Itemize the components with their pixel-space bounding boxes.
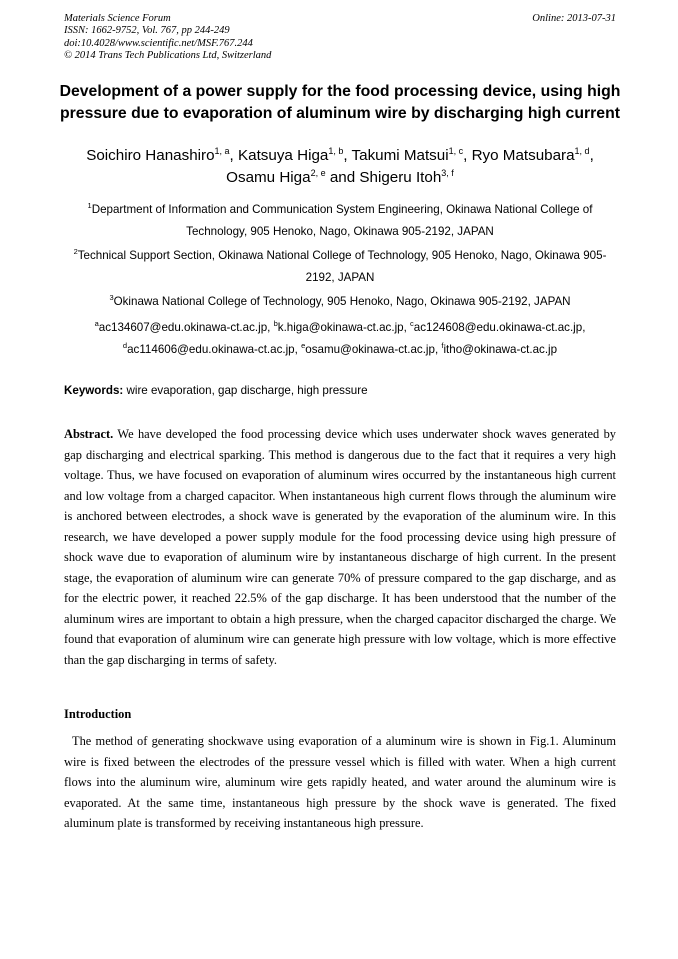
affiliation-text: Department of Information and Communication System Engineering, Okinawa National College of Technology, 905 Henoko, Nago, Okinawa 905-2192, JAPAN <box>91 203 593 238</box>
email-mark: b <box>273 319 278 328</box>
author-name: Osamu Higa <box>226 169 311 186</box>
email-mark: a <box>94 319 99 328</box>
issn-line: ISSN: 1662-9752, Vol. 767, pp 244-249 <box>64 25 230 37</box>
author-affiliation-mark: 1, d <box>574 146 590 156</box>
affiliation-2 <box>64 245 616 289</box>
author-separator: , <box>463 147 472 164</box>
journal-name: Materials Science Forum <box>64 13 171 24</box>
keywords-text: wire evaporation, gap discharge, high pressure <box>123 384 368 397</box>
author-list <box>56 145 624 189</box>
affiliation-mark: 3 <box>109 293 114 302</box>
author-name: Katsuya Higa <box>238 147 329 164</box>
keywords <box>64 381 616 401</box>
section-heading-introduction: Introduction <box>64 707 132 721</box>
affiliation-mark: 2 <box>73 247 78 256</box>
abstract <box>64 424 616 671</box>
email-address: ac124608@edu.okinawa-ct.ac.jp, <box>413 321 586 334</box>
author-name: Ryo Matsubara <box>471 147 575 164</box>
journal-header <box>64 13 616 63</box>
author-emails <box>64 317 616 361</box>
copyright-line: © 2014 Trans Tech Publications Ltd, Switzerland <box>64 50 272 62</box>
abstract-text: We have developed the food processing device which uses underwater shock waves generated by gap discharging and electrical sparking. This method is dangerous due to the fact that it requires a very high voltage. Thus, we have focused on evaporation of aluminum wires occurred by the instantaneous high current and low voltage from a charged capacitor. When instantaneous high current flows through the aluminum wire is anchored between electrodes, a shock wave is generated by the evaporation of the aluminum wire. In this research, we have developed a power supply module for the food processing device using high pressure of shock wave due to evaporation of aluminum wire by instantaneous discharge of high current. In the present stage, the evaporation of aluminum wire can generate 70% of pressure compared to the gap discharge, and as for the electric power, it reached 22.5% of the gap discharge. It has been understood that the number of the aluminum wires are important to obtain a high pressure, when the charged capacitor discharged the charge. We found that evaporation of aluminum wire can generate high pressure with low voltage, which is more effective than the gap discharging in terms of safety. <box>64 427 616 668</box>
author-affiliation-mark: 2, e <box>310 168 326 178</box>
author-name: Soichiro Hanashiro <box>86 147 215 164</box>
email-mark: f <box>441 341 444 350</box>
email-mark: d <box>122 341 128 350</box>
abstract-label: Abstract. <box>64 427 114 441</box>
affiliation-text: Okinawa National College of Technology, 905 Henoko, Nago, Okinawa 905-2192, JAPAN <box>113 295 571 308</box>
email-address: osamu@okinawa-ct.ac.jp, <box>305 343 442 356</box>
affiliation-text: Technical Support Section, Okinawa National College of Technology, 905 Henoko, Nago, Okinawa 905-2192, JAPAN <box>77 249 607 284</box>
author-affiliation-mark: 3, f <box>441 168 454 178</box>
online-date: Online: 2013-07-31 <box>532 13 616 24</box>
doi-line: doi:10.4028/www.scientific.net/MSF.767.244 <box>64 37 253 49</box>
author-separator: , <box>589 147 594 164</box>
author-affiliation-mark: 1, b <box>328 146 344 156</box>
paper-title: Development of a power supply for the food processing device, using high pressure due to evaporation of aluminum wire by discharging high current <box>59 83 621 122</box>
affiliation-3 <box>64 291 616 313</box>
email-address: k.higa@okinawa-ct.ac.jp, <box>277 321 411 334</box>
author-affiliation-mark: 1, a <box>214 146 230 156</box>
author-name: Takumi Matsui <box>351 147 449 164</box>
author-separator: , <box>343 147 352 164</box>
author-separator: , <box>229 147 238 164</box>
email-mark: c <box>410 319 414 328</box>
author-name: Shigeru Itoh <box>359 169 442 186</box>
affiliation-1 <box>64 199 616 243</box>
author-affiliation-mark: 1, c <box>448 146 464 156</box>
email-address: itho@okinawa-ct.ac.jp <box>443 343 558 356</box>
email-mark: e <box>301 341 306 350</box>
keywords-label: Keywords: <box>64 384 124 397</box>
email-address: ac134607@edu.okinawa-ct.ac.jp, <box>98 321 274 334</box>
affiliation-mark: 1 <box>87 201 92 210</box>
email-address: ac114606@edu.okinawa-ct.ac.jp, <box>127 343 302 356</box>
author-separator: and <box>325 169 360 186</box>
introduction-paragraph: The method of generating shockwave using evaporation of a aluminum wire is shown in Fig.1. Aluminum wire is fixed between the electrodes of the pressure vessel which is filled with water. When a high current flows into the aluminum wire, aluminum wire gets rapidly heated, and water around the aluminum wire is evaporated. At the same time, instantaneous high pressure by the shock wave is generated. The fixed aluminum plate is transformed by receiving instantaneous high pressure. <box>64 734 616 831</box>
